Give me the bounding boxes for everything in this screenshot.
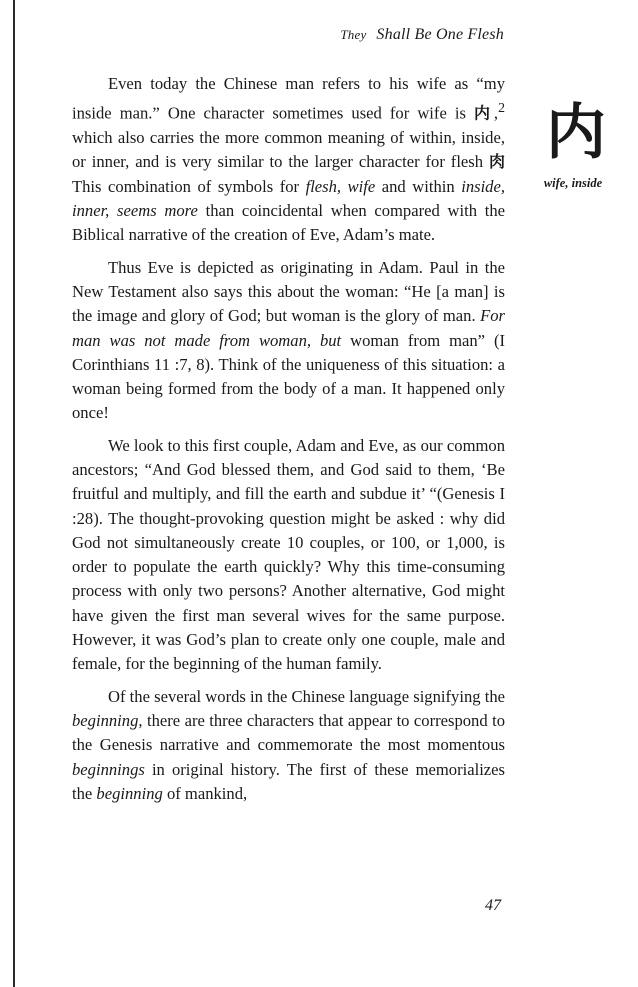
text-run: , xyxy=(493,103,499,123)
chinese-char-rou: 肉 xyxy=(488,152,505,172)
italic-run: beginnings xyxy=(72,759,145,779)
running-head-word: They xyxy=(340,27,367,42)
margin-rule xyxy=(13,0,15,987)
italic-run: flesh, wife xyxy=(305,176,376,196)
text-run: and within xyxy=(375,176,462,196)
text-run: than coincidental when compared with the Biblical narrative of the creation of Eve, Adam’s mate. xyxy=(72,201,505,245)
paragraph-3: We look to this first couple, Adam and Eve, as our common ancestors; “And God blessed them, and God said to them, ‘Be fruitful and multiply, and fill the earth and subdue it’ “(Genesis I :28). The thought-provoking question might be asked : why did God not simultaneously create 10 couples, or 100, or 1,000, is order to populate the earth quickly? Why this time-consuming process with only two persons? Another alternative, God might have given the first man several wives for the same purpose. However, it was God’s plan to create only one couple, male and female, for the beginning of the human family. xyxy=(72,435,505,674)
italic-run: beginning, xyxy=(72,710,143,730)
paragraph-2 xyxy=(72,256,505,426)
text-run: Thus Eve is depicted as originating in Adam. Paul in the New Testament also says this about the woman: “He [a man] is the image and glory of God; but woman is the glory of man. xyxy=(72,257,505,326)
text-run: there are three characters that appear to correspond to the Genesis narrative and commemorate the most momentous xyxy=(72,710,505,755)
text-run: which also carries the more common meaning of within, inside, or inner, and is very similar to the larger character for flesh xyxy=(72,128,505,172)
footnote-ref: 2 xyxy=(498,100,505,116)
sidebar-glyph: 内 xyxy=(546,98,606,168)
running-head-title: Shall Be One Flesh xyxy=(376,26,504,43)
paragraph-4 xyxy=(72,685,505,806)
italic-run: inside, inner, seems more xyxy=(72,176,505,221)
text-run: Of the several words in the Chinese language signifying the xyxy=(108,686,505,706)
running-head xyxy=(340,26,504,44)
body-text xyxy=(72,72,505,814)
paragraph-1 xyxy=(72,72,505,248)
sidebar-caption: wife, inside xyxy=(543,176,603,190)
text-run: woman from man” (I Corinthians 11 :7, 8). Think of the uniqueness of this situation: a woman being formed from the body of a man. It happened only once! xyxy=(72,330,505,423)
page-number: 47 xyxy=(485,897,501,914)
text-run: in original history. The first of these memorializes the xyxy=(72,759,505,803)
chinese-char-nei: 内 xyxy=(474,103,494,123)
italic-run: For man was not made from woman, but xyxy=(72,306,505,350)
text-run: This combination of symbols for xyxy=(72,176,306,196)
text-run: Even today the Chinese man refers to his wife as “my inside man.” One character sometimes used for wife is xyxy=(72,74,505,123)
text-run: of mankind, xyxy=(162,783,248,803)
italic-run: beginning xyxy=(96,783,163,803)
